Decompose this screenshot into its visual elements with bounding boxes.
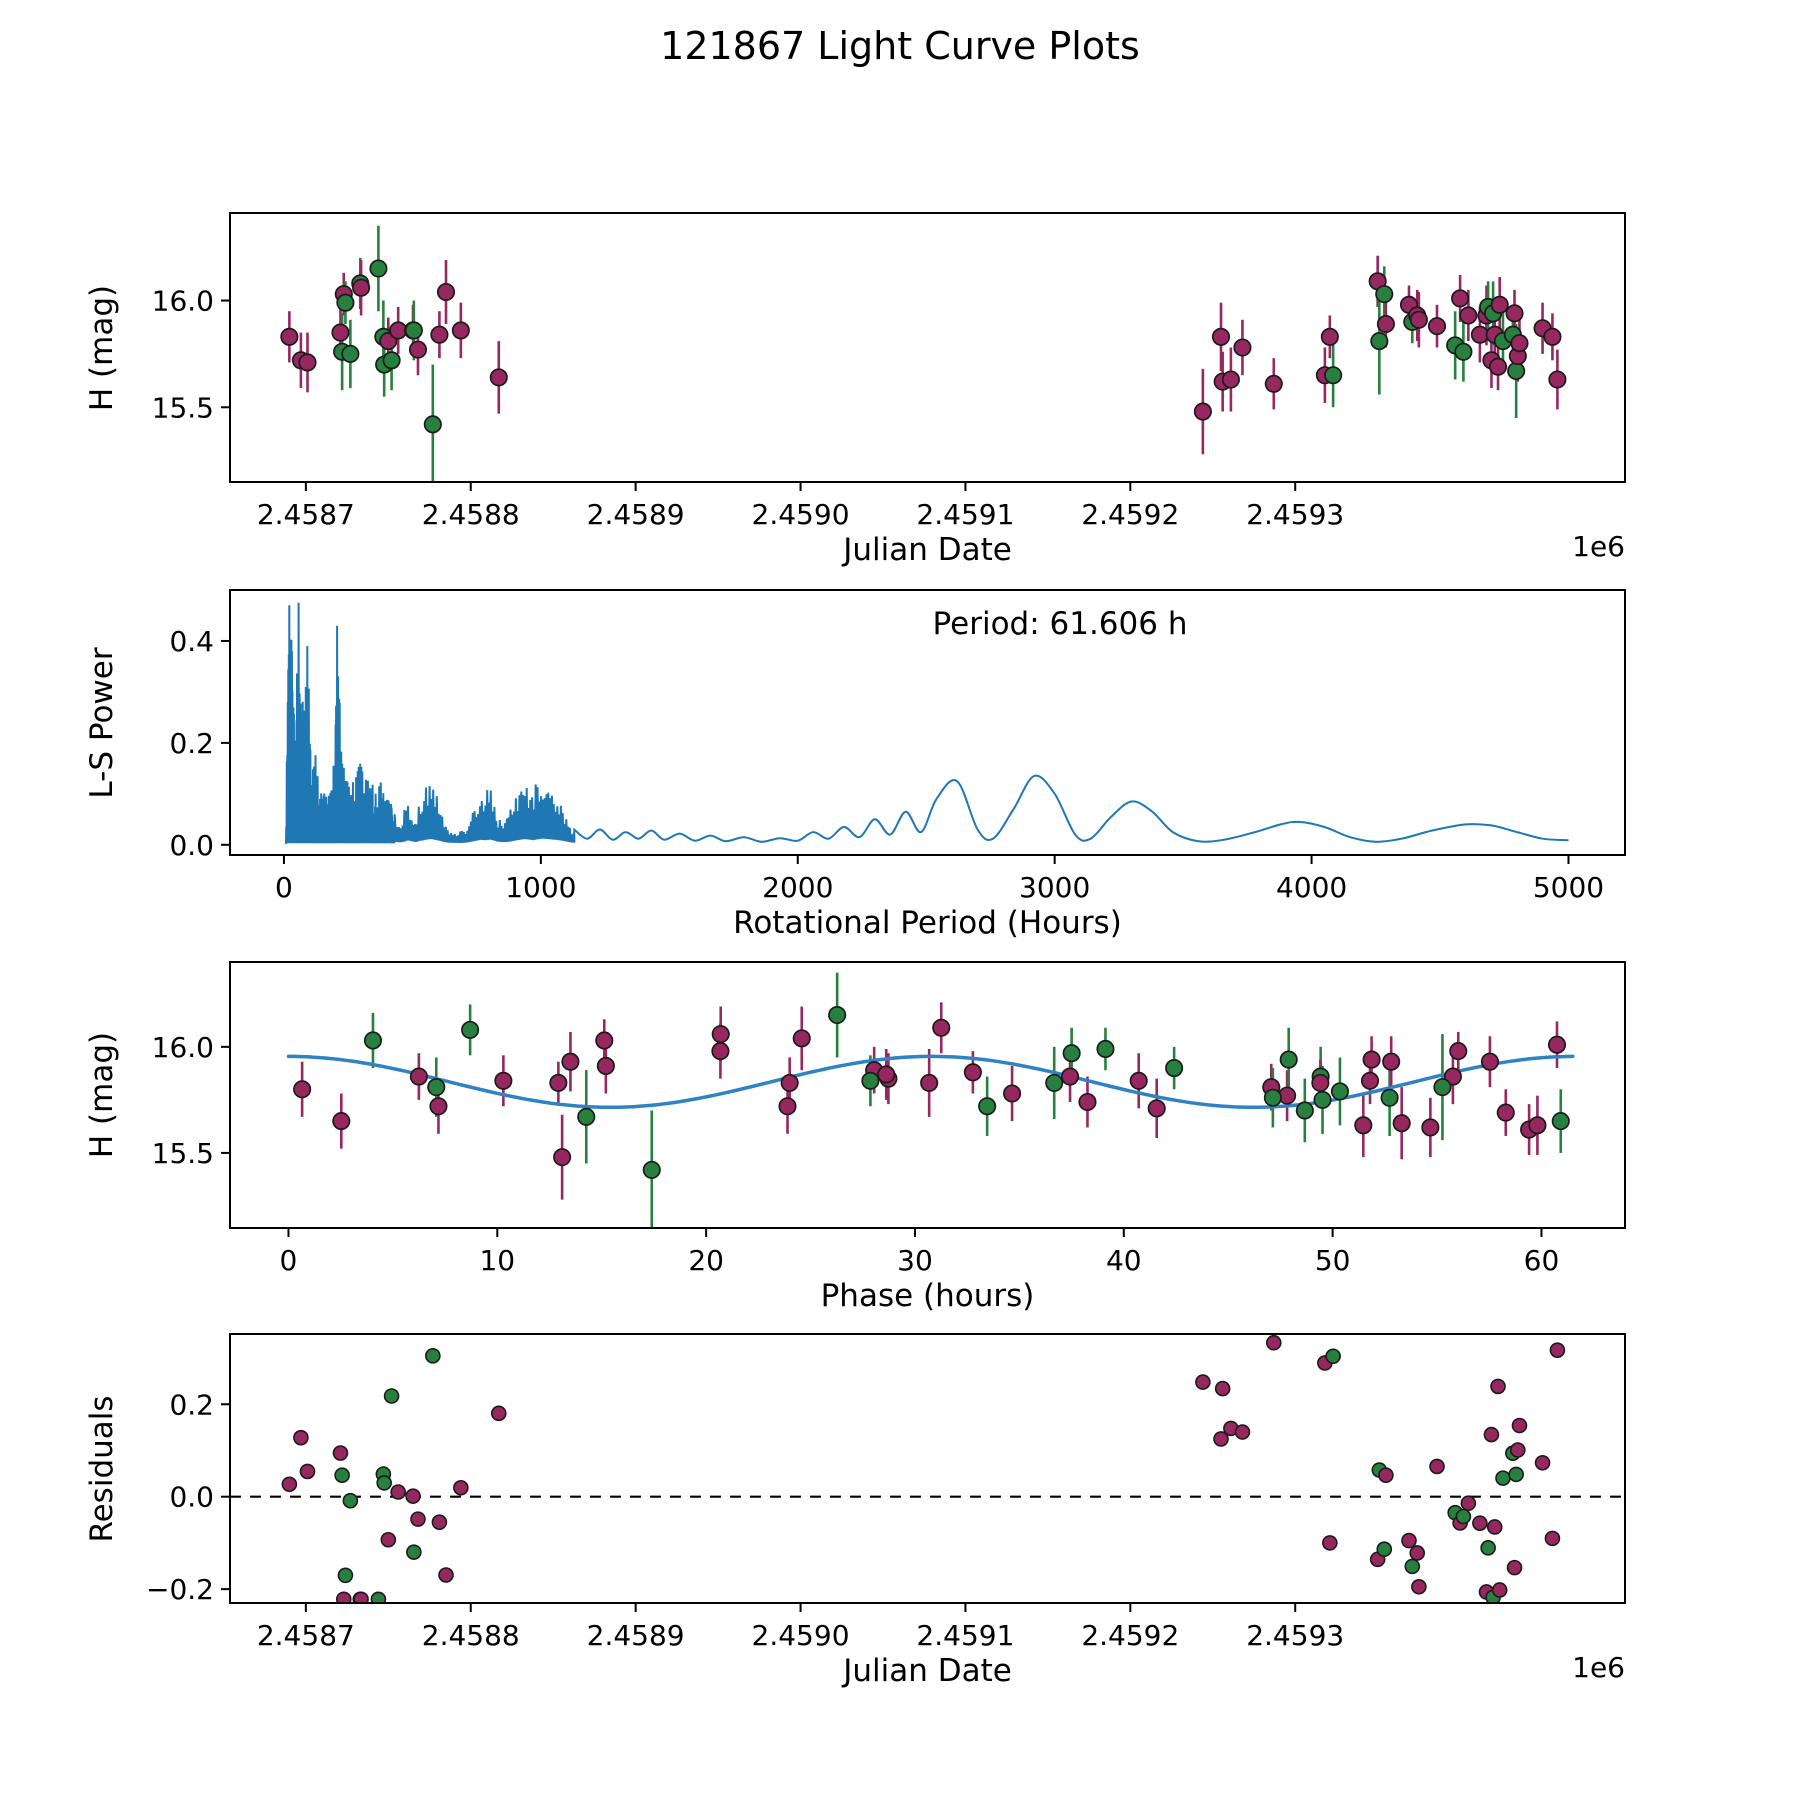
svg-text:2.4591: 2.4591 [916,1619,1015,1652]
svg-text:1000: 1000 [505,871,577,904]
panel-phase [84,962,1625,1314]
svg-text:0.2: 0.2 [169,1388,214,1422]
svg-text:0: 0 [279,1244,298,1277]
periodogram-ylabel: L-S Power [84,646,120,799]
panel-residuals [84,1334,1625,1689]
residuals-ylabel: Residuals [84,1394,120,1543]
svg-text:2.4587: 2.4587 [256,1619,355,1652]
residuals-offset-label: 1e6 [1572,1651,1625,1684]
svg-text:0.0: 0.0 [169,1480,214,1514]
svg-text:60: 60 [1523,1244,1560,1277]
svg-text:2.4587: 2.4587 [256,498,355,531]
svg-text:40: 40 [1105,1244,1142,1277]
svg-text:15.5: 15.5 [151,391,214,425]
svg-text:2.4589: 2.4589 [586,498,685,531]
figure-title: 121867 Light Curve Plots [660,24,1140,68]
svg-text:0.4: 0.4 [169,624,214,658]
svg-text:−0.2: −0.2 [146,1573,214,1607]
svg-text:50: 50 [1314,1244,1351,1277]
svg-text:2.4592: 2.4592 [1081,1619,1180,1652]
svg-text:30: 30 [897,1244,933,1277]
svg-text:2.4590: 2.4590 [751,498,850,531]
svg-text:16.0: 16.0 [151,284,214,318]
panel-lightcurve [84,213,1625,568]
svg-text:2.4592: 2.4592 [1081,498,1180,531]
svg-text:16.0: 16.0 [151,1030,214,1064]
svg-text:0.2: 0.2 [169,726,214,760]
svg-text:2.4593: 2.4593 [1246,1619,1345,1652]
lightcurve-canvas [151,213,1625,531]
periodogram-canvas [169,590,1625,904]
periodogram-xlabel: Rotational Period (Hours) [733,905,1122,941]
lightcurve-offset-label: 1e6 [1572,530,1625,563]
lightcurve-ylabel: H (mag) [84,284,120,411]
residuals-canvas [146,1334,1625,1652]
svg-text:2.4588: 2.4588 [421,1619,520,1652]
svg-text:0: 0 [275,871,293,904]
svg-text:2.4591: 2.4591 [916,498,1015,531]
svg-text:20: 20 [688,1244,724,1277]
svg-text:3000: 3000 [1019,871,1091,904]
panel-periodogram [84,590,1625,941]
svg-text:15.5: 15.5 [151,1136,214,1170]
svg-text:2.4589: 2.4589 [586,1619,685,1652]
svg-text:5000: 5000 [1532,871,1605,904]
phase-xlabel: Phase (hours) [820,1278,1035,1314]
svg-text:2000: 2000 [762,871,834,904]
residuals-xlabel: Julian Date [843,1653,1012,1689]
svg-text:2.4588: 2.4588 [421,498,520,531]
svg-text:4000: 4000 [1275,871,1348,904]
svg-text:2.4593: 2.4593 [1246,498,1345,531]
svg-text:10: 10 [479,1244,516,1277]
phase-canvas [151,962,1625,1277]
svg-text:2.4590: 2.4590 [751,1619,850,1652]
phase-ylabel: H (mag) [84,1031,120,1159]
periodogram-annotation: Period: 61.606 h [932,606,1188,642]
lightcurve-xlabel: Julian Date [843,532,1012,568]
svg-text:0.0: 0.0 [169,828,214,862]
